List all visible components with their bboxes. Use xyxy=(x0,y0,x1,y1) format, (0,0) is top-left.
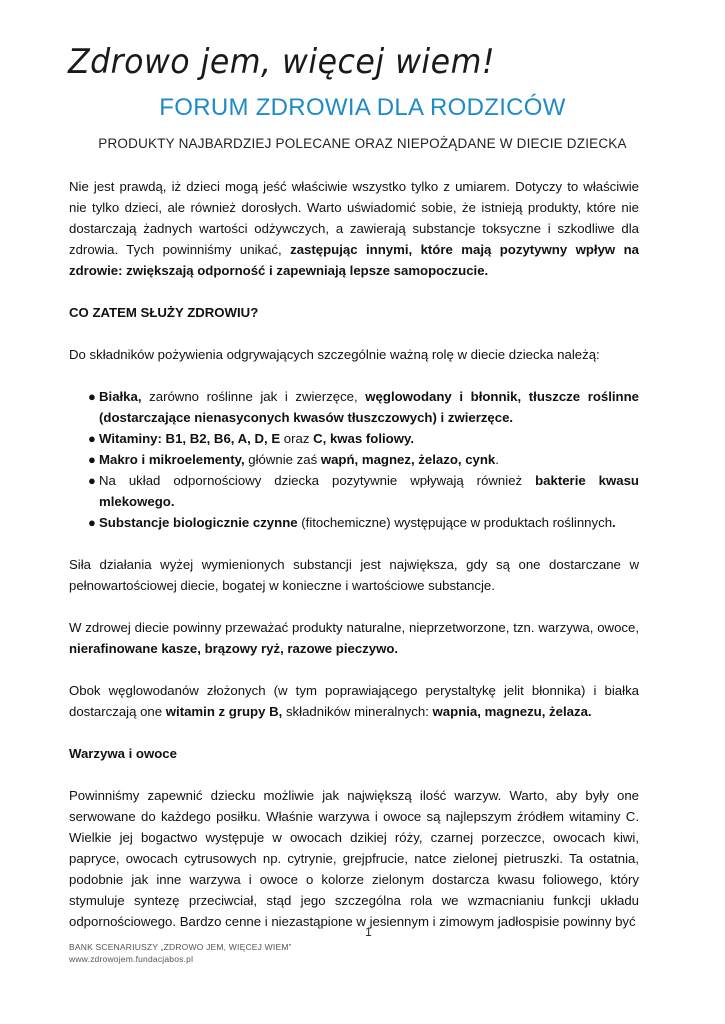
intro-bold-text: zastępując innymi, które mają pozytywny wpływ na zdrowie: zwiększają odporność i zapewniają lepsze samopoczucie. xyxy=(69,242,639,278)
footer-title: BANK SCENARIUSZY „ZDROWO JEM, WIĘCEJ WIEM” xyxy=(69,942,292,952)
list-item-bold: węglowodany i błonnik, tłuszcze roślinne (dostarczające nienasyconych kwasów tłuszczowych) i zwierzęce. xyxy=(99,389,639,425)
list-item-bold: bakterie kwasu mlekowego. xyxy=(99,473,639,509)
list-item xyxy=(69,449,639,470)
list-item-bold: C, kwas foliowy. xyxy=(313,431,414,446)
footer-url[interactable]: www.zdrowojem.fundacjabos.pl xyxy=(69,954,194,964)
paragraph-obok xyxy=(69,680,639,722)
bullet-icon: ● xyxy=(88,389,96,404)
list-item-text: zarówno roślinne jak i zwierzęce, xyxy=(141,389,366,404)
list-item-bold: Białka, xyxy=(99,389,142,404)
bullet-icon: ● xyxy=(88,515,96,530)
logo-text: Zdrowo jem, więcej wiem! xyxy=(68,42,496,82)
paragraph-text: W zdrowej diecie powinny przeważać produkty naturalne, nieprzetworzone, tzn. warzywa, owoce, xyxy=(69,620,639,635)
paragraph-zdrowa-dieta xyxy=(69,617,639,659)
page-number: 1 xyxy=(365,925,372,939)
list-item xyxy=(69,470,639,512)
list-item-text: (fitochemiczne) występujące w produktach roślinnych xyxy=(297,515,613,530)
list-item-text: oraz xyxy=(280,431,314,446)
paragraph-bold: witamin z grupy B, xyxy=(165,704,283,719)
bullet-icon: ● xyxy=(88,452,96,467)
paragraph-text: składników mineralnych: xyxy=(282,704,433,719)
paragraph-sila: Siła działania wyżej wymienionych substancji jest największa, gdy są one dostarczane w pełnowartościowej diecie, bogatej w konieczne i wartościowe substancje. xyxy=(69,557,639,593)
list-item-bold: . xyxy=(612,515,616,530)
paragraph-warzywa: Powinniśmy zapewnić dziecku możliwie jak największą ilość warzyw. Warto, aby były one serwowane do każdego posiłku. Właśnie warzywa i owoce są najlepszym źródłem witaminy C. Wielkie jej bogactwo występuje w owocach dzikiej róży, czarnej porzeczce, owocach kiwi, papryce, owocach cytrusowych np. cytrynie, grejpfrucie, natce zielonej pietruszki. Ta ostatnia, podobnie jak inne warzywa i owoce o kolorze zielonym dostarcza kwasu foliowego, który stymuluje syntezę przeciwciał, stąd jego szczególna rola we wzmacnianiu funkcji układu odpornościowego. Bardzo cenne i niezastąpione w jesiennym i zimowym jadłospisie powinny być xyxy=(69,788,639,929)
list-item-text: Na układ odpornościowy dziecka pozytywnie wpływają również xyxy=(99,473,536,488)
paragraph-text: Obok węglowodanów złożonych (w tym poprawiającego perystaltykę jelit błonnika) i białka dostarczają one xyxy=(69,683,639,719)
list-item-bold: Substancje biologicznie czynne xyxy=(99,515,298,530)
list-item xyxy=(69,512,639,533)
paragraph-bold: wapnia, magnezu, żelaza. xyxy=(432,704,592,719)
document-body xyxy=(69,176,639,932)
intro-text: Nie jest prawdą, iż dzieci mogą jeść właściwie wszystko tylko z umiarem. Dotyczy to właściwie nie tylko dzieci, ale również dorosłych. Warto uświadomić sobie, że istnieją produkty, które nie dostarczają żadnych wartości odżywczych, a zawierają substancje toksyczne i szkodliwe dla zdrowia. Tych powinniśmy unikać, xyxy=(69,179,639,257)
bullet-icon: ● xyxy=(88,431,96,446)
section-lead: Do składników pożywienia odgrywających szczególnie ważną rolę w diecie dziecka należą: xyxy=(69,347,600,362)
list-item xyxy=(69,428,639,449)
page-title: FORUM ZDROWIA DLA RODZICÓW xyxy=(159,94,566,121)
list-item-bold: Witaminy: B1, B2, B6, A, D, E xyxy=(99,431,281,446)
section-heading-warzywa: Warzywa i owoce xyxy=(69,746,177,761)
list-item-text: . xyxy=(495,452,499,467)
section-heading: CO ZATEM SŁUŻY ZDROWIU? xyxy=(69,305,259,320)
list-item-bold: Makro i mikroelementy, xyxy=(99,452,245,467)
list-item-text: głównie zaś xyxy=(244,452,321,467)
intro-paragraph xyxy=(69,176,639,281)
nutrient-list xyxy=(69,386,639,533)
page-subtitle: PRODUKTY NAJBARDZIEJ POLECANE ORAZ NIEPOŻĄDANE W DIECIE DZIECKA xyxy=(98,136,627,151)
bullet-icon: ● xyxy=(88,473,96,488)
paragraph-bold: nierafinowane kasze, brązowy ryż, razowe pieczywo. xyxy=(69,641,399,656)
list-item xyxy=(69,386,639,428)
list-item-bold: wapń, magnez, żelazo, cynk xyxy=(320,452,496,467)
